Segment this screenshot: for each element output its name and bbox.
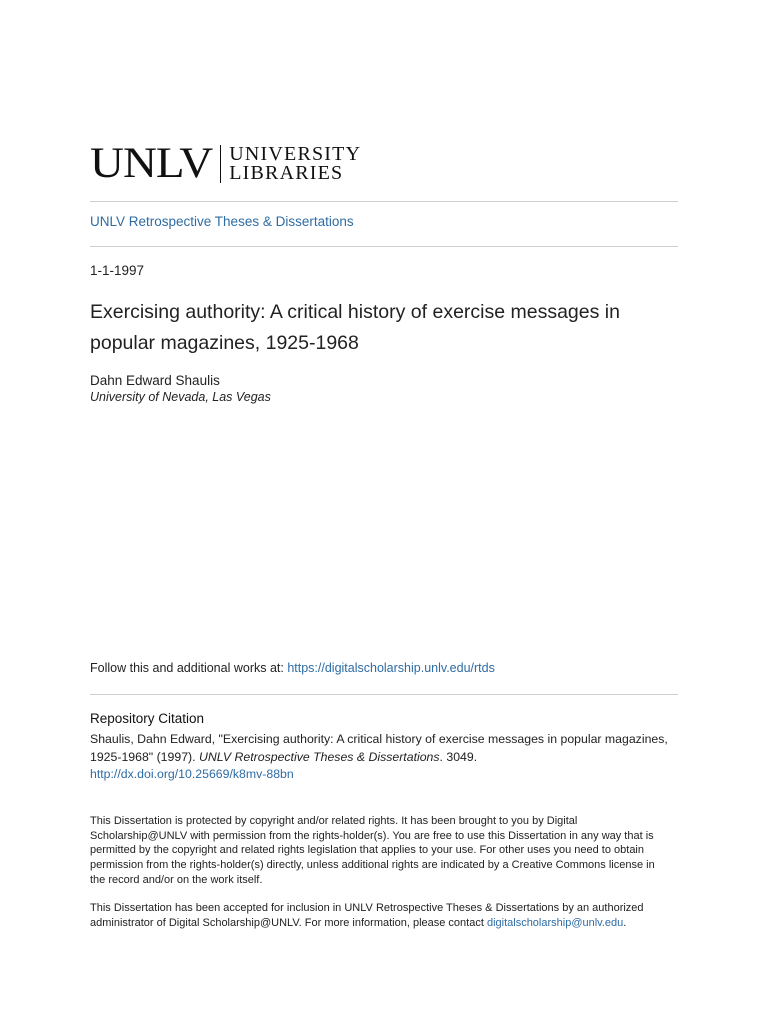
inclusion-period: . [623, 916, 627, 929]
author-affiliation: University of Nevada, Las Vegas [90, 390, 271, 404]
follow-line [90, 661, 495, 675]
collection-link[interactable]: UNLV Retrospective Theses & Dissertations [90, 214, 354, 229]
unlv-libraries-logo[interactable] [90, 140, 361, 187]
rights-statement: This Dissertation is protected by copyright and/or related rights. It has been brought to you by Digital Scholarship@UNLV with permission from the rights-holder(s). You are free to use this Dissertation in any way that is permitted by the copyright and related rights legislation that applies to your use. For other uses you need to obtain permission from the rights-holder(s) directly, unless additional rights are indicated by a Creative Commons license in the record and/or on the work itself. [90, 815, 655, 886]
citation-body: Shaulis, Dahn Edward, "Exercising authority: A critical history of exercise messages in popular magazines, 1925-1968" (1997). [90, 732, 668, 764]
logo-mark: UNLV [90, 139, 213, 187]
logo-line-libraries: LIBRARIES [229, 161, 344, 184]
divider-collection [90, 246, 678, 247]
inclusion-statement [90, 901, 670, 930]
document-title: Exercising authority: A critical history of exercise messages in popular magazines, 1925-1968 [90, 301, 620, 354]
citation-number: . 3049. [439, 749, 478, 764]
logo-divider [220, 145, 221, 183]
inclusion-text: This Dissertation has been accepted for inclusion in UNLV Retrospective Theses & Dissertations by an authorized administrator of Digital Scholarship@UNLV. For more information, please contact [90, 902, 644, 929]
divider-top [90, 201, 678, 202]
contact-email-link[interactable]: digitalscholarship@unlv.edu [486, 916, 624, 929]
logo-wordmark [229, 142, 362, 184]
follow-url-link[interactable]: https://digitalscholarship.unlv.edu/rtds [287, 661, 495, 675]
publication-date: 1-1-1997 [90, 263, 145, 278]
document-page [90, 0, 678, 1024]
citation-series: UNLV Retrospective Theses & Dissertations [198, 749, 440, 764]
citation-heading: Repository Citation [90, 711, 205, 726]
doi-link[interactable]: http://dx.doi.org/10.25669/k8mv-88bn [90, 767, 294, 781]
logo-line-university: UNIVERSITY [229, 142, 362, 165]
follow-text: Follow this and additional works at: [90, 661, 288, 675]
citation-text [90, 731, 680, 784]
divider-citation [90, 694, 678, 695]
author-name: Dahn Edward Shaulis [90, 373, 220, 388]
